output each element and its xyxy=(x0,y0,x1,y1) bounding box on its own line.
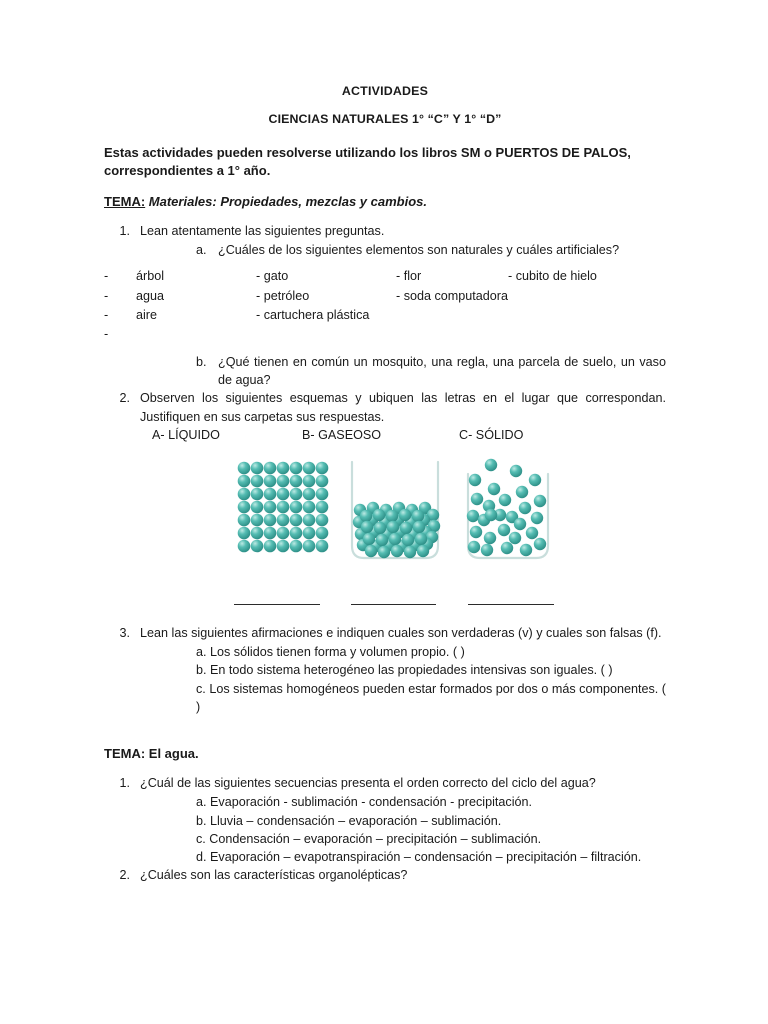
gas-particles-diagram xyxy=(460,458,556,568)
element-cell: - cartuchera plástica xyxy=(256,307,370,322)
question-1a-letter: a. xyxy=(196,243,207,258)
element-cell: - soda computadora xyxy=(396,288,509,303)
water-question-2 xyxy=(104,866,666,884)
water-question-1-number: 1. xyxy=(119,776,130,791)
elements-list-table xyxy=(104,267,666,344)
liquid-particles-diagram xyxy=(347,458,443,568)
element-cell xyxy=(256,325,396,344)
question-1a-text: ¿Cuáles de los siguientes elementos son naturales y cuáles artificiales? xyxy=(218,243,620,258)
element-dash: - xyxy=(104,288,109,303)
question-1 xyxy=(104,222,666,240)
tema-materiales xyxy=(104,194,666,209)
element-cell xyxy=(396,306,508,325)
answer-blank-3[interactable] xyxy=(468,604,554,605)
water-option-a: a. Evaporación - sublimación - condensación - precipitación. xyxy=(196,795,533,810)
element-cell: - flor xyxy=(396,269,422,284)
element-cell: agua xyxy=(136,288,165,303)
question-1-text: Lean atentamente las siguientes preguntas. xyxy=(140,223,385,238)
state-label-c: C- SÓLIDO xyxy=(459,427,524,442)
water-question-2-number: 2. xyxy=(119,868,130,883)
answer-blank-1[interactable] xyxy=(234,604,320,605)
table-row xyxy=(104,267,666,286)
element-cell: aire xyxy=(136,307,157,322)
element-cell xyxy=(508,287,666,306)
question-1-number: 1. xyxy=(119,223,130,238)
state-label-a: A- LÍQUIDO xyxy=(152,427,220,442)
states-of-matter-diagrams xyxy=(104,458,666,608)
water-question-2-text: ¿Cuáles son las características organolépticas? xyxy=(140,868,408,883)
tema-materiales-label: TEMA: xyxy=(104,193,146,209)
question-3-statement-a: a. Los sólidos tienen forma y volumen propio. ( ) xyxy=(196,645,465,660)
element-cell: - petróleo xyxy=(256,288,310,303)
question-3-statement-c: c. Los sistemas homogéneos pueden estar formados por dos o más componentes. ( ) xyxy=(196,681,666,714)
answer-blank-2[interactable] xyxy=(351,604,436,605)
question-1b-text: ¿Qué tienen en común un mosquito, una regla, una parcela de suelo, un vaso de agua? xyxy=(218,354,666,388)
element-cell xyxy=(508,306,666,325)
tema-materiales-text: Materiales: Propiedades, mezclas y cambios. xyxy=(148,193,427,209)
element-cell: - cubito de hielo xyxy=(508,269,597,284)
question-3 xyxy=(104,624,666,642)
question-3-text: Lean las siguientes afirmaciones e indiquen cuales son verdaderas (v) y cuales son falsas (f). xyxy=(140,625,662,640)
states-labels-row xyxy=(152,428,666,442)
question-2 xyxy=(104,389,666,426)
element-cell xyxy=(136,325,256,344)
element-cell: - gato xyxy=(256,269,289,284)
question-1b xyxy=(196,353,666,390)
question-1a xyxy=(196,241,666,259)
question-2-number: 2. xyxy=(119,391,130,406)
answer-blanks-row xyxy=(104,604,666,624)
question-3-statement-b: b. En todo sistema heterogéneo las propiedades intensivas son iguales. ( ) xyxy=(196,663,613,678)
table-row xyxy=(104,306,666,325)
question-3-number: 3. xyxy=(119,625,130,640)
water-option-d: d. Evaporación – evapotranspiración – condensación – precipitación – filtración. xyxy=(196,850,642,865)
state-label-b: B- GASEOSO xyxy=(302,427,382,442)
table-row xyxy=(104,325,666,344)
question-2-text: Observen los siguientes esquemas y ubiquen las letras en el lugar que correspondan. Justifiquen en sus carpetas sus respuestas. xyxy=(140,391,666,424)
document-title: ACTIVIDADES xyxy=(341,84,429,98)
water-option-b: b. Lluvia – condensación – evaporación – sublimación. xyxy=(196,813,502,828)
spacer xyxy=(104,716,666,746)
tema-agua-label: TEMA: xyxy=(104,746,146,762)
water-question-1-text: ¿Cuál de las siguientes secuencias presenta el orden correcto del ciclo del agua? xyxy=(140,776,596,791)
question-3-statement-c-part xyxy=(196,680,666,717)
question-1b-letter: b. xyxy=(196,354,207,369)
document-content xyxy=(104,84,666,886)
solid-particles-diagram xyxy=(234,458,330,568)
element-dash: - xyxy=(104,269,109,284)
element-dash: - xyxy=(104,326,109,341)
tema-agua xyxy=(104,746,666,761)
element-dash: - xyxy=(104,307,109,322)
water-question-1 xyxy=(104,774,666,792)
tema-agua-text: El agua. xyxy=(145,746,199,762)
element-cell: árbol xyxy=(136,269,165,284)
intro-paragraph: Estas actividades pueden resolverse utilizando los libros SM o PUERTOS DE PALOS, correspondientes a 1° año. xyxy=(104,145,631,178)
water-option-c: c. Condensación – evaporación – precipitación – sublimación. xyxy=(196,831,542,846)
element-cell xyxy=(396,325,508,344)
spacer xyxy=(104,346,666,353)
element-cell xyxy=(508,325,666,344)
table-row xyxy=(104,287,666,306)
document-subtitle: CIENCIAS NATURALES 1° “C” Y 1° “D” xyxy=(268,112,502,126)
